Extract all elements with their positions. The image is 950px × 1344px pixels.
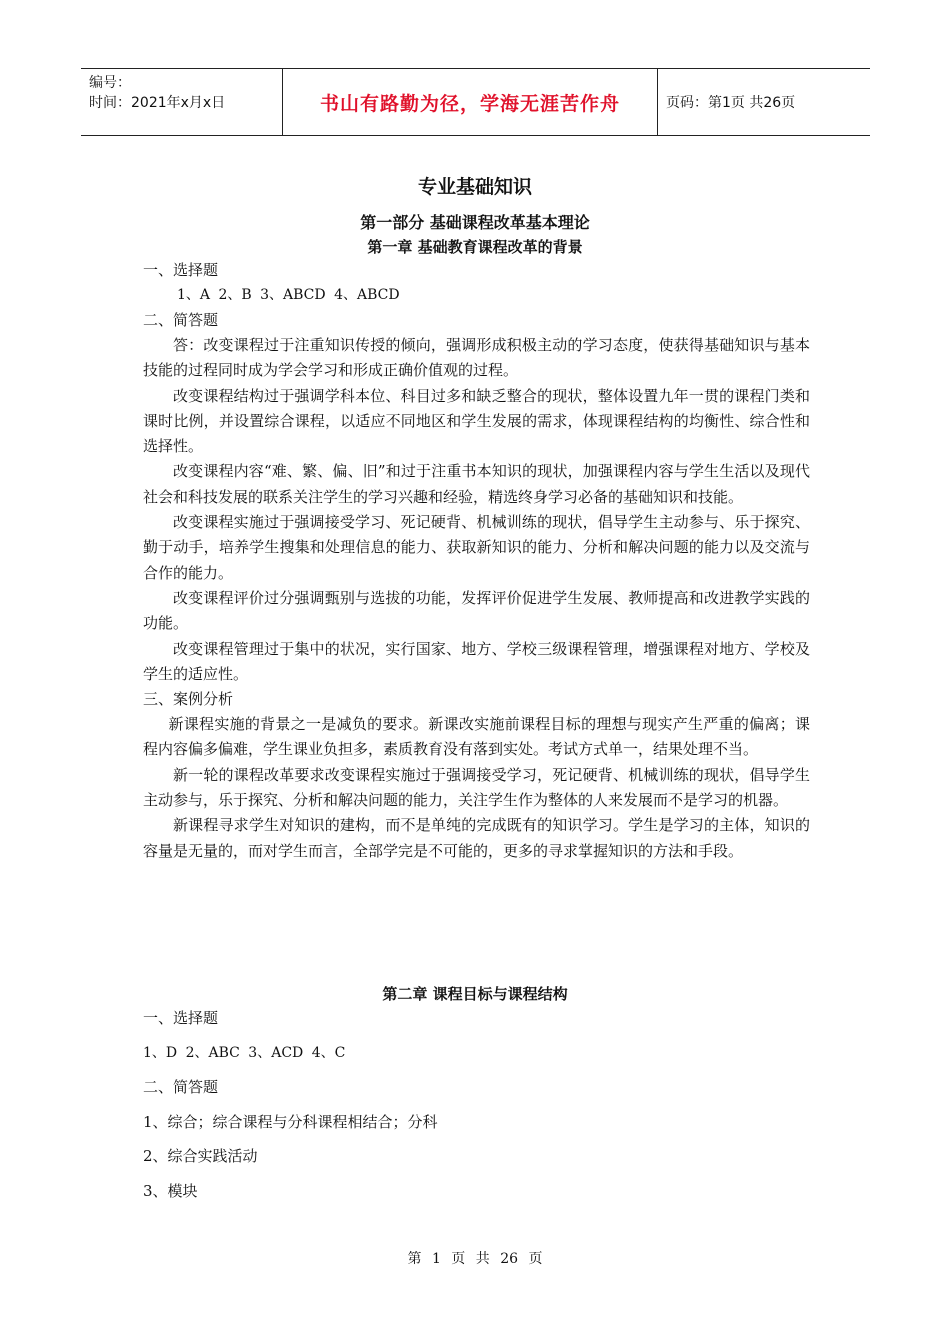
chapter1-section-short: 二、简答题 xyxy=(143,311,219,329)
list-item: 1、综合；综合课程与分科课程相结合；分科 xyxy=(143,1112,438,1131)
header-motto: 书山有路勤为径，学海无涯苦作舟 xyxy=(282,69,658,135)
time-label: 时间：2021年x月x日 xyxy=(89,95,226,111)
header-page-info: 页码：第1页 共26页 xyxy=(666,95,796,111)
chapter1-title: 第一章 基础教育课程改革的背景 xyxy=(367,238,583,256)
chapter1-section-case: 三、案例分析 xyxy=(143,690,234,709)
chapter2-section-choice: 一、选择题 xyxy=(143,1009,219,1027)
paragraph: 新课程寻求学生对知识的建构，而不是单纯的完成既有的知识学习。学生是学习的主体，知识的容量是无量的，而对学生而言，全部学完是不可能的，更多的寻求掌握知识的方法和手段。 xyxy=(143,816,810,860)
list-item: 2、综合实践活动 xyxy=(143,1147,258,1165)
page-footer: 第 1 页 共 26 页 xyxy=(407,1251,543,1267)
paragraph: 新一轮的课程改革要求改变课程实施过于强调接受学习，死记硬背、机械训练的现状，倡导学生主动参与，乐于探究、分析和解决问题的能力，关注学生作为整体的人来发展而不是学习的机器。 xyxy=(143,765,810,810)
list-item: 3、模块 xyxy=(143,1181,198,1200)
main-title: 专业基础知识 xyxy=(417,176,532,198)
chapter1-section-choice: 一、选择题 xyxy=(143,261,219,279)
paragraph: 新课程实施的背景之一是减负的要求。新课改实施前课程目标的理想与现实产生严重的偏离；课程内容偏多偏难，学生课业负担多，素质教育没有落到实处。考试方式单一，结果处理不当。 xyxy=(143,715,810,759)
chapter1-choice-answers: 1、A 2、B 3、ABCD 4、ABCD xyxy=(177,287,400,303)
chapter1-content xyxy=(143,258,810,864)
chapter2-content xyxy=(143,1001,810,1208)
paragraph: 改变课程实施过于强调接受学习、死记硬背、机械训练的现状，倡导学生主动参与、乐于探究、勤于动手，培养学生搜集和处理信息的能力、获取新知识的能力、分析和解决问题的能力以及交流与合作的能力。 xyxy=(143,513,810,582)
paragraph: 答：改变课程过于注重知识传授的倾向，强调形成积极主动的学习态度，使获得基础知识与基本技能的过程同时成为学会学习和形成正确价值观的过程。 xyxy=(143,336,810,380)
page-header xyxy=(81,68,870,136)
chapter2-section-short: 二、简答题 xyxy=(143,1078,219,1096)
paragraph: 改变课程内容“难、繁、偏、旧”和过于注重书本知识的现状，加强课程内容与学生生活以及现代社会和科技发展的联系关注学生的学习兴趣和经验，精选终身学习必备的基础知识和技能。 xyxy=(143,462,810,506)
paragraph: 改变课程管理过于集中的状况，实行国家、地方、学校三级课程管理，增强课程对地方、学校及学生的适应性。 xyxy=(143,639,810,683)
number-label: 编号： xyxy=(89,75,131,91)
chapter2-choice-answers: 1、D 2、ABC 3、ACD 4、C xyxy=(143,1044,346,1061)
paragraph: 改变课程评价过分强调甄别与选拔的功能，发挥评价促进学生发展、教师提高和改进教学实践的功能。 xyxy=(143,588,810,633)
paragraph: 改变课程结构过于强调学科本位、科目过多和缺乏整合的现状，整体设置九年一贯的课程门类和课时比例，并设置综合课程，以适应不同地区和学生发展的需求，体现课程结构的均衡性、综合性和选择性。 xyxy=(143,386,810,456)
chapter2-title: 第二章 课程目标与课程结构 xyxy=(382,985,568,1003)
part-title: 第一部分 基础课程改革基本理论 xyxy=(360,213,590,232)
header-left-cell xyxy=(81,69,282,135)
